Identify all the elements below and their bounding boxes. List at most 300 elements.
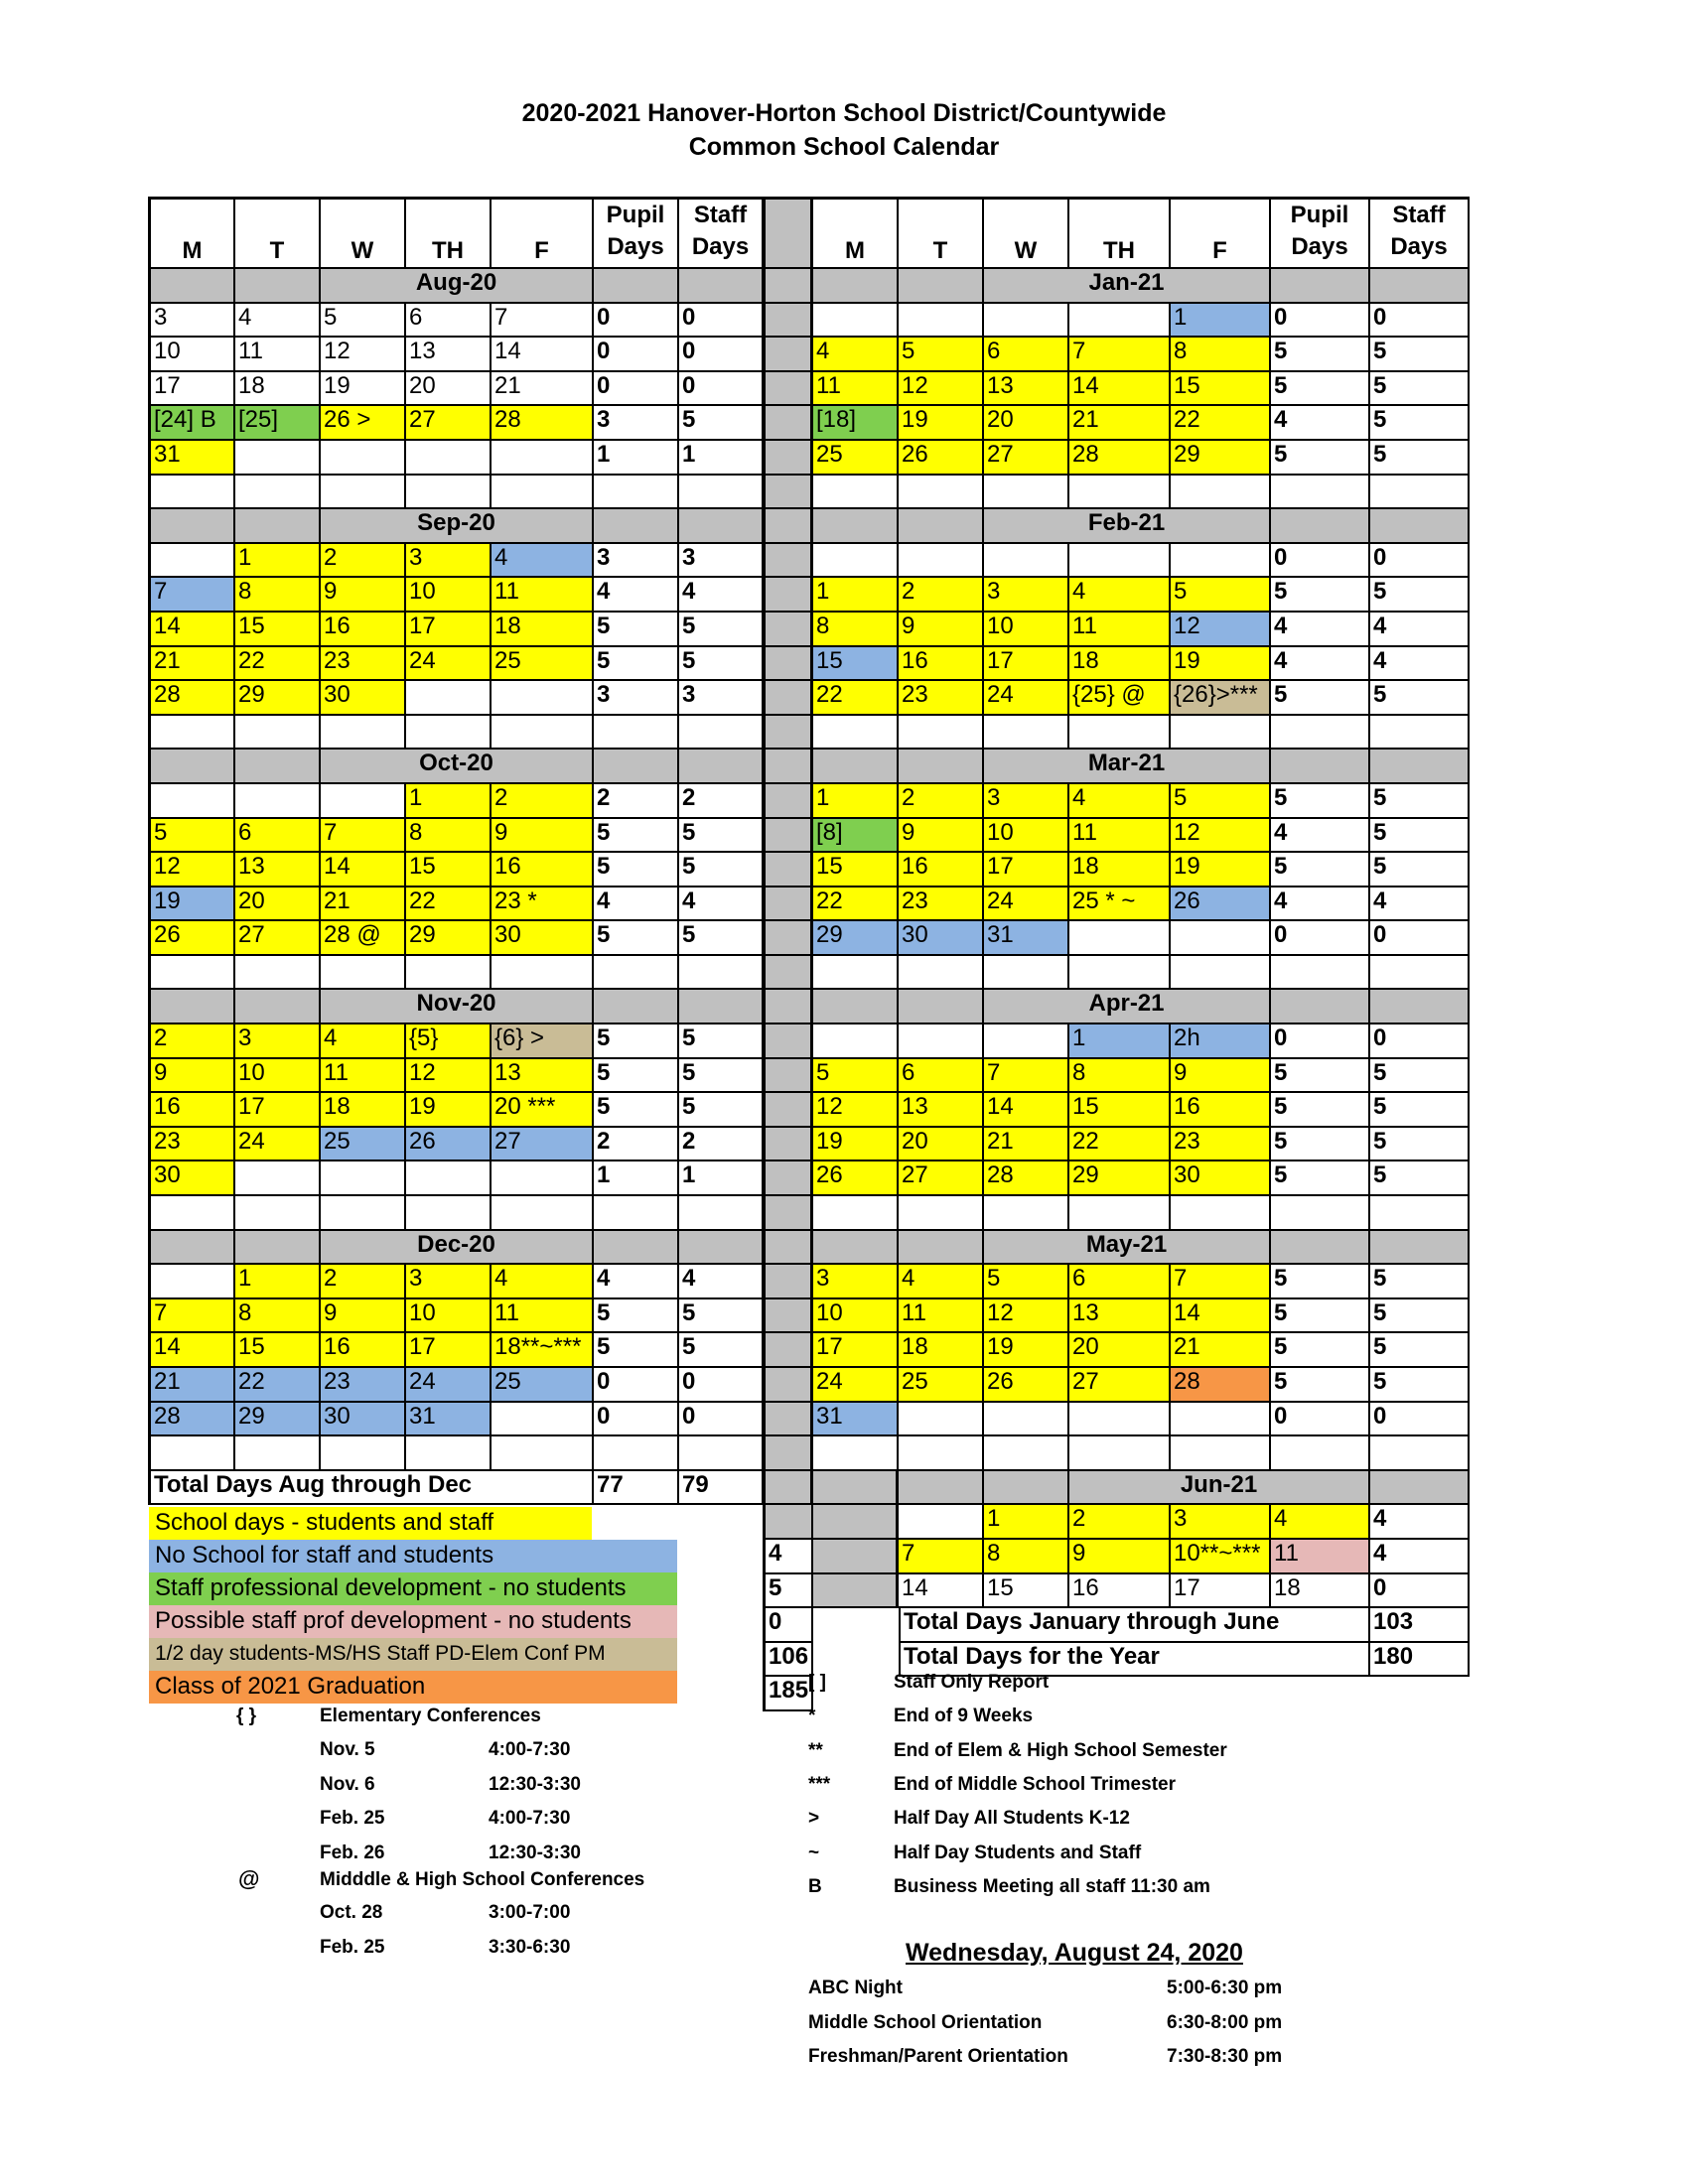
- day-cell: [151, 1436, 235, 1471]
- day-cell: [899, 544, 984, 579]
- month-name: Jun-21: [1069, 1471, 1370, 1506]
- day-cell: [406, 681, 492, 716]
- pupil-days-count: [1271, 1436, 1370, 1471]
- day-cell: 17: [984, 853, 1069, 887]
- day-cell: 6: [984, 338, 1069, 372]
- pupil-label: Pupil: [606, 202, 665, 228]
- day-cell: 2: [1069, 1505, 1171, 1540]
- pupil-days-count: 0: [594, 372, 679, 407]
- day-cell: 1: [406, 784, 492, 819]
- month-sep: [1370, 990, 1470, 1024]
- staff-days-count: 5: [1370, 1368, 1470, 1403]
- month-sep: [1370, 269, 1470, 304]
- month-name: Aug-20: [321, 269, 594, 304]
- day-cell: 16: [899, 647, 984, 682]
- day-cell: 27: [1069, 1368, 1171, 1403]
- gray-separator: [766, 509, 813, 544]
- pupil-days-count: 5: [1271, 853, 1370, 887]
- day-cell: 19: [1171, 647, 1271, 682]
- month-sep: [899, 750, 984, 784]
- day-cell: 29: [235, 681, 321, 716]
- right-calendar-grid: [763, 197, 1470, 1711]
- staff-days-count: 5: [1370, 681, 1470, 716]
- gray-separator: [766, 1231, 813, 1266]
- pupil-days-count: 5: [1271, 372, 1370, 407]
- day-cell: [1069, 304, 1171, 339]
- day-cell: [406, 441, 492, 476]
- pupil-days-count: 5: [1271, 441, 1370, 476]
- day-cell: 18: [1069, 647, 1171, 682]
- day-cell: 31: [813, 1403, 899, 1437]
- col-header-t: T: [899, 200, 984, 269]
- day-cell: [813, 956, 899, 991]
- day-cell: 16: [1171, 1093, 1271, 1128]
- day-cell: [899, 476, 984, 510]
- wednesday-event: Freshman/Parent Orientation: [808, 2046, 1068, 2067]
- pupil-days-count: 5: [594, 921, 679, 956]
- gray-separator: [766, 200, 813, 269]
- pupil-days-count: 4: [1271, 613, 1370, 647]
- pupil-days-count: 5: [594, 853, 679, 887]
- mhs-conf-date: Feb. 25: [320, 1936, 385, 1958]
- pupil-days-count: 4: [1370, 1540, 1470, 1574]
- day-cell: 16: [1069, 1574, 1171, 1609]
- day-cell: [899, 1436, 984, 1471]
- day-cell: 9: [321, 578, 406, 613]
- day-cell: [235, 716, 321, 751]
- pupil-days-count: 5: [594, 647, 679, 682]
- day-cell: 2: [321, 1265, 406, 1299]
- staff-days-count: 4: [679, 578, 764, 613]
- day-cell: 18: [1069, 853, 1171, 887]
- day-cell: 15: [406, 853, 492, 887]
- day-cell: [151, 476, 235, 510]
- month-sep: [1370, 750, 1470, 784]
- day-cell: 16: [321, 1333, 406, 1368]
- pupil-days-count: 4: [1271, 647, 1370, 682]
- total-staff: 185: [766, 1677, 813, 1711]
- wednesday-event: ABC Night: [808, 1978, 903, 1998]
- day-cell: 23: [151, 1128, 235, 1162]
- day-cell: [1171, 1196, 1271, 1231]
- day-cell: [1069, 956, 1171, 991]
- month-sep: [594, 990, 679, 1024]
- day-cell: 29: [235, 1403, 321, 1437]
- gray-separator: [766, 819, 813, 854]
- day-cell: [492, 476, 594, 510]
- day-cell: 12: [899, 372, 984, 407]
- staff-days-count: 0: [679, 338, 764, 372]
- day-cell: 27: [492, 1128, 594, 1162]
- day-cell: 5: [813, 1059, 899, 1094]
- gray-separator: [813, 1540, 899, 1574]
- day-cell: 2: [492, 784, 594, 819]
- day-cell: 18: [899, 1333, 984, 1368]
- month-sep: [235, 269, 321, 304]
- day-cell: 31: [984, 921, 1069, 956]
- day-cell: [492, 1436, 594, 1471]
- gray-separator: [766, 338, 813, 372]
- day-cell: 28: [984, 1161, 1069, 1196]
- day-cell: 3: [406, 544, 492, 579]
- gray-separator: [766, 956, 813, 991]
- col-header-w: W: [984, 200, 1069, 269]
- day-cell: 16: [151, 1093, 235, 1128]
- pupil-days-count: 4: [1271, 887, 1370, 922]
- month-name: Oct-20: [321, 750, 594, 784]
- key-symbol: >: [808, 1808, 820, 1830]
- day-cell: 4: [492, 1265, 594, 1299]
- day-cell: [492, 1161, 594, 1196]
- key-symbol: [ ]: [808, 1672, 826, 1693]
- day-cell: 17: [406, 613, 492, 647]
- staff-days-count: [679, 476, 764, 510]
- staff-days-count: 0: [1370, 1403, 1470, 1437]
- day-cell: 9: [1069, 1540, 1171, 1574]
- col-header-pupil-days: [594, 200, 679, 269]
- staff-days-count: 5: [1370, 1299, 1470, 1334]
- day-cell: 3: [984, 578, 1069, 613]
- staff-days-count: 0: [766, 1608, 813, 1643]
- day-cell: [984, 544, 1069, 579]
- day-cell: 15: [235, 1333, 321, 1368]
- day-cell: 7: [984, 1059, 1069, 1094]
- day-cell: 22: [235, 647, 321, 682]
- month-sep: [1370, 509, 1470, 544]
- staff-days-count: [1370, 716, 1470, 751]
- month-sep: [679, 509, 764, 544]
- day-cell: 12: [1171, 613, 1271, 647]
- mhs-conf-date: Oct. 28: [320, 1902, 383, 1923]
- day-cell: 18: [1271, 1574, 1370, 1609]
- month-sep: [594, 750, 679, 784]
- staff-days-count: 5: [1370, 1128, 1470, 1162]
- day-cell: 9: [151, 1059, 235, 1094]
- day-cell: 8: [235, 578, 321, 613]
- wednesday-time: 7:30-8:30 pm: [1167, 2046, 1283, 2067]
- staff-days-count: 5: [766, 1574, 813, 1609]
- day-cell: 28: [151, 1403, 235, 1437]
- day-cell: 30: [151, 1161, 235, 1196]
- key-symbol: **: [808, 1739, 823, 1761]
- day-cell: 6: [899, 1059, 984, 1094]
- day-cell: 19: [321, 372, 406, 407]
- day-cell: 1: [813, 578, 899, 613]
- pupil-days-count: [594, 476, 679, 510]
- day-cell: 5: [1171, 784, 1271, 819]
- day-cell: 8: [1069, 1059, 1171, 1094]
- staff-label: Staff: [1392, 202, 1446, 228]
- pupil-days-count: 3: [594, 681, 679, 716]
- day-cell: {26}>***: [1171, 681, 1271, 716]
- day-cell: 23: [1171, 1128, 1271, 1162]
- pupil-days-count: 0: [1271, 544, 1370, 579]
- col-header-th: TH: [406, 200, 492, 269]
- day-cell: 5: [151, 819, 235, 854]
- staff-days-count: 5: [1370, 1093, 1470, 1128]
- day-cell: 14: [321, 853, 406, 887]
- pupil-days-count: 0: [594, 338, 679, 372]
- staff-days-count: 5: [679, 1024, 764, 1059]
- days-label: Days: [1390, 233, 1448, 260]
- day-cell: 1: [984, 1505, 1069, 1540]
- day-cell: [492, 956, 594, 991]
- key-description: Half Day All Students K-12: [894, 1808, 1130, 1830]
- month-sep: [766, 1505, 813, 1540]
- day-cell: 1: [1171, 304, 1271, 339]
- day-cell: 13: [899, 1093, 984, 1128]
- pupil-days-count: [594, 956, 679, 991]
- day-cell: [235, 784, 321, 819]
- pupil-days-count: 5: [1271, 1093, 1370, 1128]
- day-cell: 28: [492, 406, 594, 441]
- day-cell: 14: [151, 613, 235, 647]
- day-cell: [899, 716, 984, 751]
- day-cell: [813, 304, 899, 339]
- day-cell: 12: [406, 1059, 492, 1094]
- pupil-days-count: 5: [1271, 784, 1370, 819]
- pupil-days-count: 0: [1271, 304, 1370, 339]
- month-name: Apr-21: [984, 990, 1271, 1024]
- day-cell: [813, 544, 899, 579]
- gray-separator: [766, 578, 813, 613]
- day-cell: 11: [321, 1059, 406, 1094]
- pupil-days-count: 5: [1271, 1333, 1370, 1368]
- day-cell: [899, 1505, 984, 1540]
- pupil-days-count: 5: [1271, 338, 1370, 372]
- gray-separator: [766, 1471, 813, 1506]
- staff-days-count: 1: [679, 1161, 764, 1196]
- col-header-m: M: [813, 200, 899, 269]
- month-sep: [151, 750, 235, 784]
- day-cell: 15: [813, 647, 899, 682]
- key-description: Business Meeting all staff 11:30 am: [894, 1875, 1210, 1897]
- day-cell: 17: [151, 372, 235, 407]
- staff-days-count: 4: [1370, 887, 1470, 922]
- day-cell: [235, 956, 321, 991]
- day-cell: {25} @: [1069, 681, 1171, 716]
- day-cell: 15: [235, 613, 321, 647]
- total-label: Total Days January through June: [899, 1608, 1370, 1643]
- month-sep: [679, 990, 764, 1024]
- pupil-days-count: 1: [594, 441, 679, 476]
- day-cell: 19: [899, 406, 984, 441]
- day-cell: [984, 1196, 1069, 1231]
- day-cell: 3: [406, 1265, 492, 1299]
- day-cell: [1171, 1436, 1271, 1471]
- pupil-days-count: 0: [1370, 1574, 1470, 1609]
- day-cell: [813, 1196, 899, 1231]
- gray-separator: [766, 544, 813, 579]
- day-cell: 21: [151, 647, 235, 682]
- staff-days-count: 0: [679, 372, 764, 407]
- staff-days-count: 5: [679, 1299, 764, 1334]
- total-label: Total Days for the Year: [899, 1643, 1370, 1678]
- day-cell: 7: [492, 304, 594, 339]
- month-name: Feb-21: [984, 509, 1271, 544]
- day-cell: [1171, 1403, 1271, 1437]
- pupil-days-count: 0: [594, 1368, 679, 1403]
- pupil-days-count: 0: [594, 304, 679, 339]
- day-cell: [1069, 544, 1171, 579]
- day-cell: 16: [899, 853, 984, 887]
- day-cell: [492, 441, 594, 476]
- staff-days-count: 5: [1370, 1059, 1470, 1094]
- day-cell: [151, 1196, 235, 1231]
- day-cell: 21: [1171, 1333, 1271, 1368]
- day-cell: 20: [899, 1128, 984, 1162]
- day-cell: [984, 716, 1069, 751]
- staff-days-count: 5: [1370, 819, 1470, 854]
- day-cell: 12: [813, 1093, 899, 1128]
- staff-days-count: 1: [679, 441, 764, 476]
- key-description: End of Middle School Trimester: [894, 1773, 1176, 1795]
- month-sep: [899, 509, 984, 544]
- staff-days-count: 0: [1370, 544, 1470, 579]
- total-pupil-aug-dec: 77: [594, 1471, 679, 1506]
- day-cell: 4: [1069, 578, 1171, 613]
- day-cell: 22: [406, 887, 492, 922]
- day-cell: 18: [321, 1093, 406, 1128]
- month-sep: [984, 1471, 1069, 1506]
- day-cell: [813, 1024, 899, 1059]
- month-sep: [1370, 1471, 1470, 1506]
- day-cell: 19: [813, 1128, 899, 1162]
- staff-days-count: 4: [679, 887, 764, 922]
- day-cell: 4: [235, 304, 321, 339]
- day-cell: 2h: [1171, 1024, 1271, 1059]
- day-cell: 25: [321, 1128, 406, 1162]
- month-name: May-21: [984, 1231, 1271, 1266]
- day-cell: 16: [492, 853, 594, 887]
- day-cell: 3: [235, 1024, 321, 1059]
- day-cell: 6: [406, 304, 492, 339]
- day-cell: 23 *: [492, 887, 594, 922]
- pupil-days-count: 0: [1271, 921, 1370, 956]
- day-cell: 7: [151, 1299, 235, 1334]
- day-cell: [1171, 544, 1271, 579]
- day-cell: 20: [406, 372, 492, 407]
- staff-days-count: 3: [679, 544, 764, 579]
- pupil-days-count: 2: [594, 1128, 679, 1162]
- staff-days-count: 5: [679, 406, 764, 441]
- day-cell: [1069, 476, 1171, 510]
- pupil-days-count: 1: [594, 1161, 679, 1196]
- pupil-days-count: 4: [1271, 819, 1370, 854]
- pupil-days-count: 5: [594, 1333, 679, 1368]
- day-cell: 22: [1171, 406, 1271, 441]
- day-cell: 22: [813, 681, 899, 716]
- day-cell: {5}: [406, 1024, 492, 1059]
- month-sep: [679, 269, 764, 304]
- day-cell: 21: [1069, 406, 1171, 441]
- staff-days-count: 5: [1370, 406, 1470, 441]
- day-cell: 17: [813, 1333, 899, 1368]
- staff-days-count: 5: [1370, 372, 1470, 407]
- day-cell: [406, 716, 492, 751]
- pupil-days-count: 5: [594, 1093, 679, 1128]
- staff-days-count: 0: [679, 1403, 764, 1437]
- month-sep: [679, 1231, 764, 1266]
- pupil-days-count: 4: [1271, 406, 1370, 441]
- day-cell: 25: [492, 647, 594, 682]
- day-cell: 9: [492, 819, 594, 854]
- legend-item: Possible staff prof development - no students: [149, 1605, 677, 1638]
- gray-separator: [766, 1299, 813, 1334]
- month-name: Jan-21: [984, 269, 1271, 304]
- day-cell: 13: [1069, 1299, 1171, 1334]
- days-label: Days: [691, 233, 750, 260]
- day-cell: [899, 1024, 984, 1059]
- day-cell: [813, 716, 899, 751]
- day-cell: 10: [984, 819, 1069, 854]
- col-header-staff-days: [679, 200, 764, 269]
- gray-separator: [766, 1128, 813, 1162]
- calendar-title-line2: Common School Calendar: [688, 133, 1000, 161]
- mhs-conf-time: 3:30-6:30: [489, 1936, 571, 1958]
- month-name: Nov-20: [321, 990, 594, 1024]
- day-cell: 2: [899, 578, 984, 613]
- month-sep: [1271, 509, 1370, 544]
- day-cell: [406, 476, 492, 510]
- staff-days-count: 0: [1370, 304, 1470, 339]
- days-label: Days: [607, 233, 664, 260]
- day-cell: 29: [406, 921, 492, 956]
- staff-days-count: 5: [1370, 1161, 1470, 1196]
- day-cell: 1: [813, 784, 899, 819]
- day-cell: 22: [235, 1368, 321, 1403]
- day-cell: [406, 956, 492, 991]
- day-cell: [1171, 476, 1271, 510]
- day-cell: [18]: [813, 406, 899, 441]
- staff-days-count: 4: [1370, 613, 1470, 647]
- pupil-days-count: 0: [1271, 1403, 1370, 1437]
- day-cell: 26: [984, 1368, 1069, 1403]
- day-cell: 11: [235, 338, 321, 372]
- key-symbol: *: [808, 1706, 816, 1727]
- day-cell: [813, 1436, 899, 1471]
- day-cell: [24] B: [151, 406, 235, 441]
- day-cell: 8: [813, 613, 899, 647]
- month-sep: [1370, 1231, 1470, 1266]
- day-cell: 2: [151, 1024, 235, 1059]
- day-cell: 17: [1171, 1574, 1271, 1609]
- pupil-days-count: [1271, 956, 1370, 991]
- staff-days-count: [1370, 476, 1470, 510]
- total-staff-aug-dec: 79: [679, 1471, 764, 1506]
- day-cell: 11: [1271, 1540, 1370, 1574]
- day-cell: [151, 956, 235, 991]
- day-cell: 30: [492, 921, 594, 956]
- day-cell: 30: [321, 681, 406, 716]
- day-cell: [1069, 1403, 1171, 1437]
- pupil-days-count: [1271, 716, 1370, 751]
- gray-separator: [766, 372, 813, 407]
- day-cell: [321, 1436, 406, 1471]
- day-cell: 23: [899, 887, 984, 922]
- day-cell: [406, 1196, 492, 1231]
- day-cell: 7: [899, 1540, 984, 1574]
- staff-days-count: 5: [1370, 853, 1470, 887]
- staff-days-count: 4: [679, 1265, 764, 1299]
- day-cell: 23: [899, 681, 984, 716]
- staff-days-count: [1370, 1196, 1470, 1231]
- day-cell: 6: [1069, 1265, 1171, 1299]
- elem-conf-time: 4:00-7:30: [489, 1739, 571, 1760]
- pupil-days-count: 4: [594, 578, 679, 613]
- staff-days-count: [679, 1436, 764, 1471]
- pupil-days-count: 0: [594, 1403, 679, 1437]
